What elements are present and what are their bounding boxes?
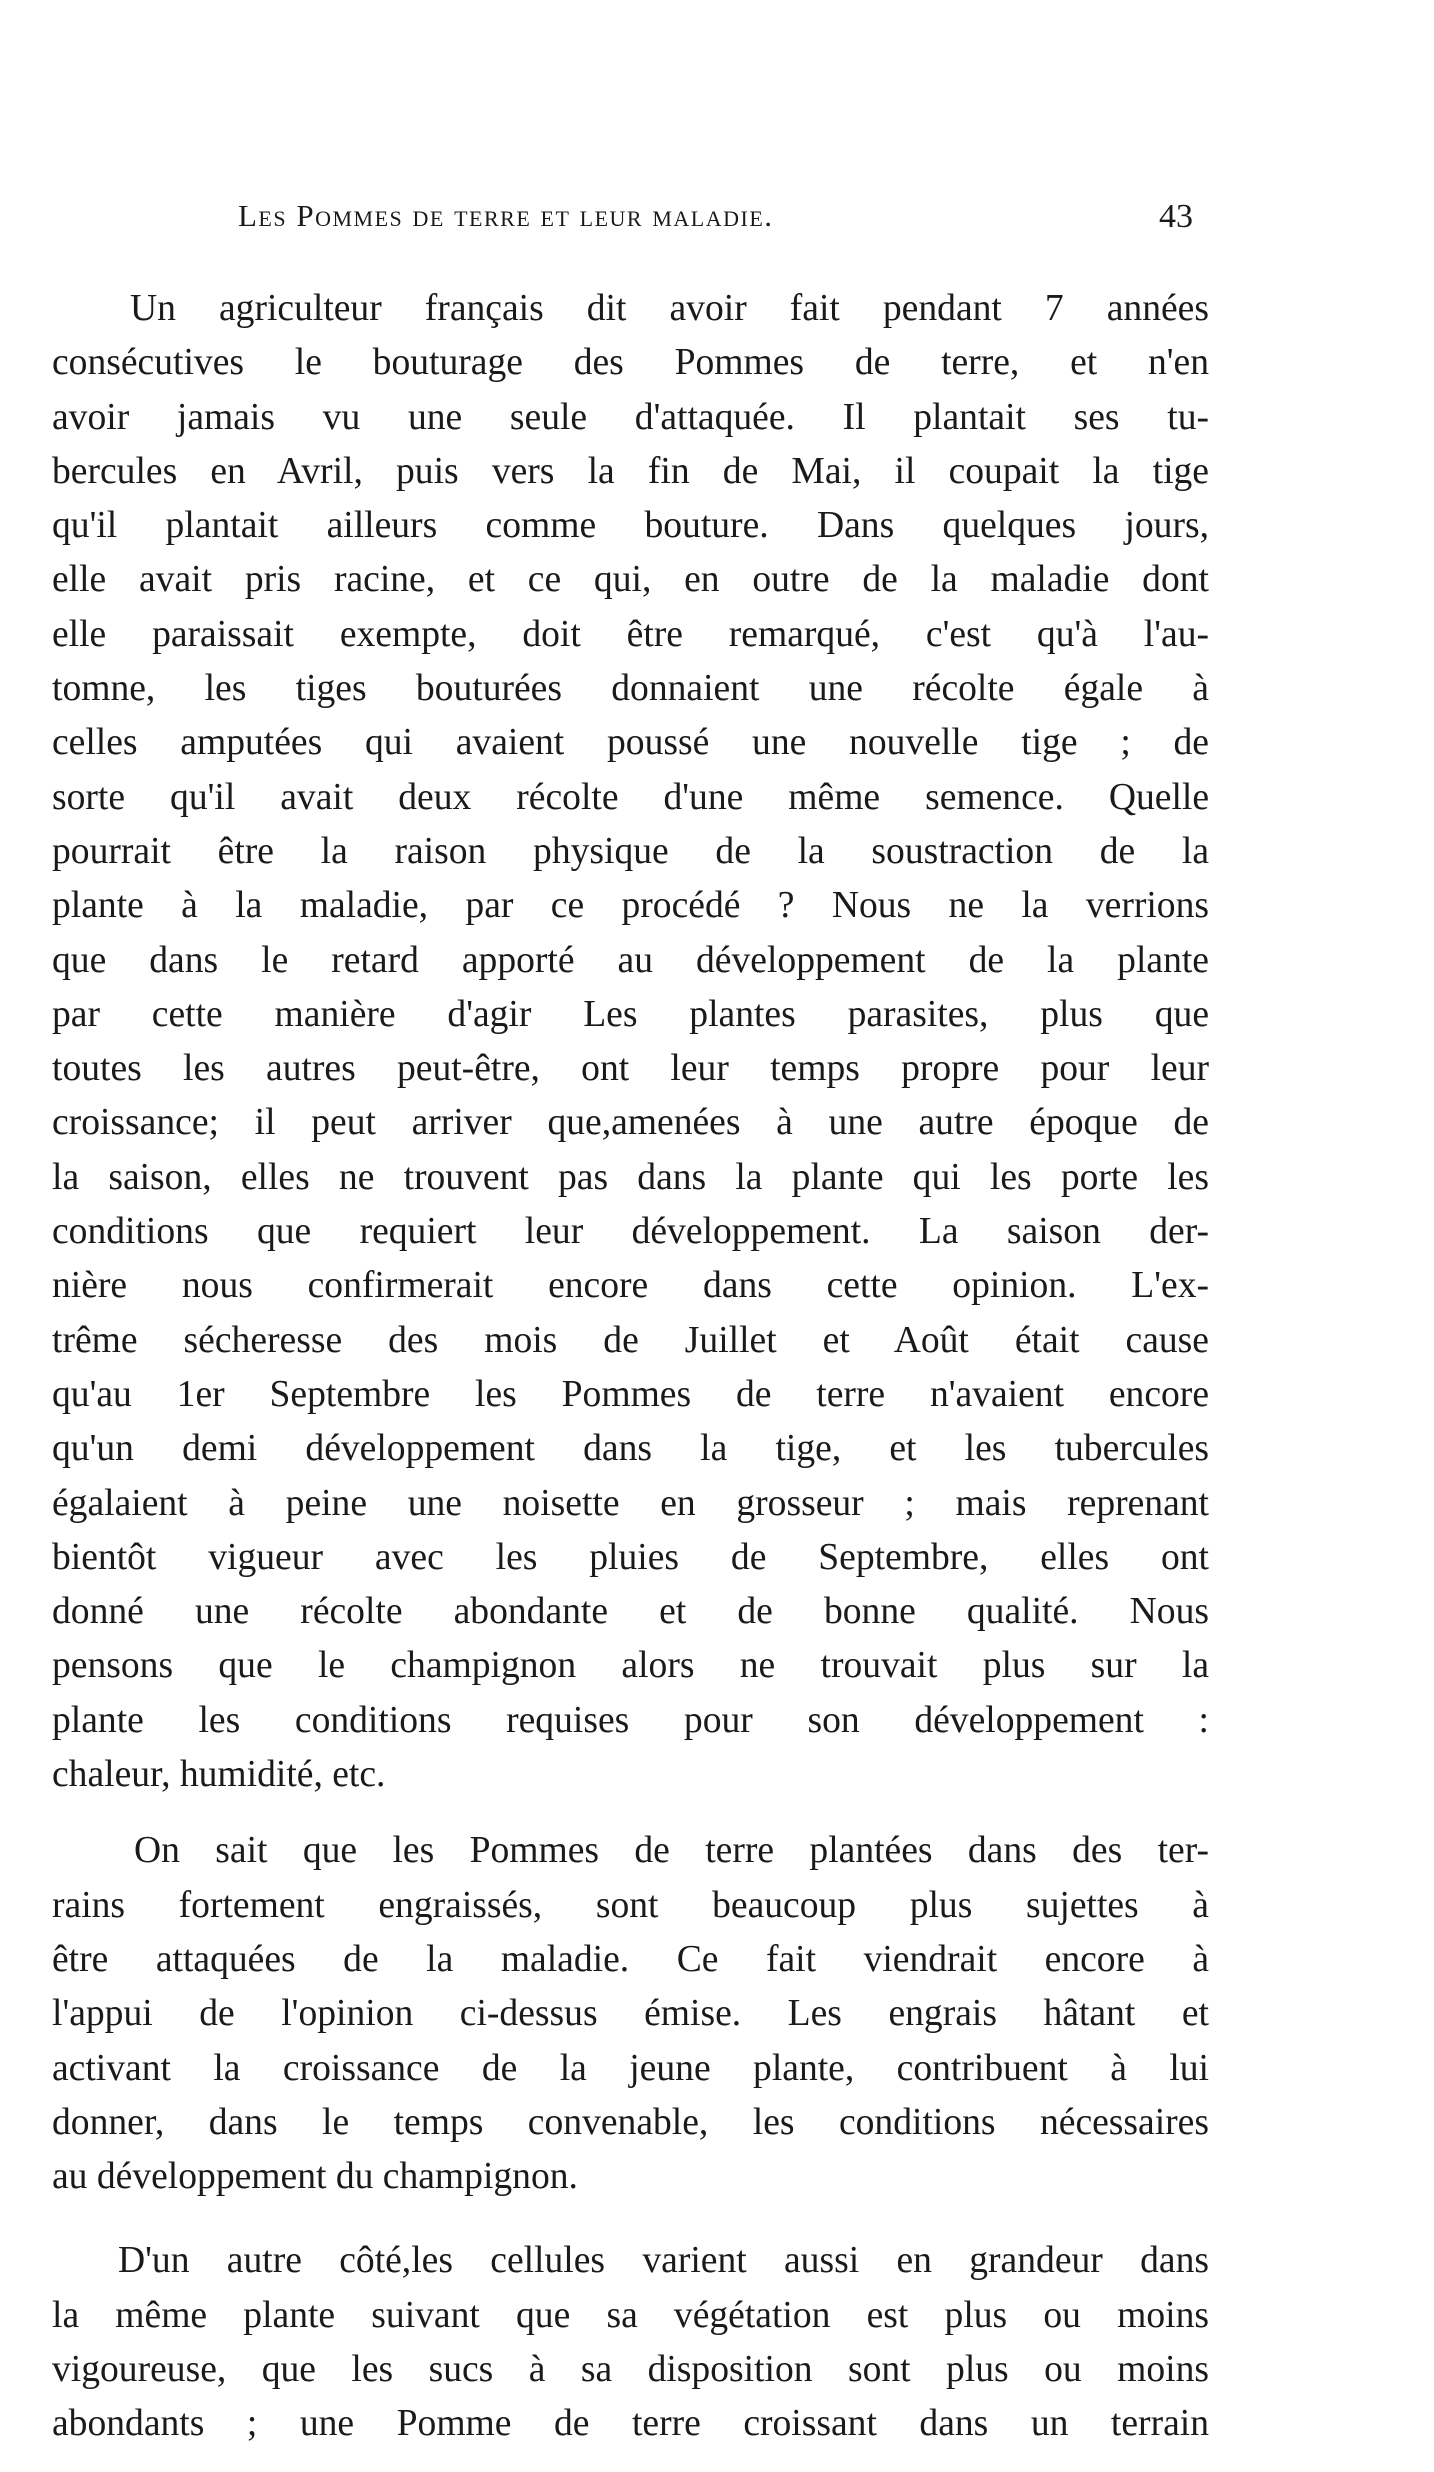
text-line: bercules en Avril, puis vers la fin de Mai, il coupait la tige (52, 450, 1209, 492)
page-header (238, 198, 1193, 258)
text-line: avoir jamais vu une seule d'attaquée. Il plantait ses tu- (52, 396, 1209, 438)
text-line: plante à la maladie, par ce procédé ? Nous ne la verrions (52, 885, 1209, 927)
text-line: trême sécheresse des mois de Juillet et Août était cause (52, 1319, 1209, 1361)
paragraph-1 (52, 282, 1209, 1802)
text-line: pourrait être la raison physique de la soustraction de la (52, 830, 1209, 872)
text-line: qu'il plantait ailleurs comme bouture. Dans quelques jours, (52, 505, 1209, 547)
text-line: l'appui de l'opinion ci-dessus émise. Les engrais hâtant et (52, 1993, 1209, 2035)
text-line: Un agriculteur français dit avoir fait pendant 7 années (130, 288, 1209, 329)
text-line: au développement du champignon. (52, 2156, 578, 2198)
text-line: D'un autre côté,les cellules varient aussi en grandeur dans (118, 2240, 1209, 2282)
text-line: vigoureuse, que les sucs à sa disposition sont plus ou moins (52, 2348, 1209, 2390)
text-line: bientôt vigueur avec les pluies de Septembre, elles ont (52, 1536, 1209, 1578)
page-number: 43 (1159, 198, 1193, 235)
text-line: activant la croissance de la jeune plante, contribuent à lui (52, 2047, 1209, 2089)
text-line: toutes les autres peut-être, ont leur temps propre pour leur (52, 1048, 1209, 1090)
text-line: nière nous confirmerait encore dans cette opinion. L'ex- (52, 1265, 1209, 1307)
text-line: abondants ; une Pomme de terre croissant dans un terrain (52, 2403, 1209, 2445)
text-line: On sait que les Pommes de terre plantées dans des ter- (134, 1830, 1209, 1872)
body-text (52, 282, 1209, 2452)
text-line: chaleur, humidité, etc. (52, 1754, 386, 1796)
text-line: croissance; il peut arriver que,amenées à une autre époque de (52, 1102, 1209, 1144)
paragraph-3 (52, 2234, 1209, 2451)
text-line: donné une récolte abondante et de bonne qualité. Nous (52, 1591, 1209, 1633)
text-line: tomne, les tiges bouturées donnaient une récolte égale à (52, 668, 1209, 710)
text-line: elle avait pris racine, et ce qui, en outre de la maladie dont (52, 559, 1209, 601)
text-line: elle paraissait exempte, doit être remarqué, c'est qu'à l'au- (52, 613, 1209, 655)
text-line: qu'un demi développement dans la tige, et les tubercules (52, 1428, 1209, 1470)
text-line: rains fortement engraissés, sont beaucoup plus sujettes à (52, 1884, 1209, 1926)
text-line: conditions que requiert leur développement. La saison der- (52, 1211, 1209, 1253)
text-line: sorte qu'il avait deux récolte d'une même semence. Quelle (52, 776, 1209, 818)
text-line: celles amputées qui avaient poussé une nouvelle tige ; de (52, 722, 1209, 764)
text-line: la même plante suivant que sa végétation est plus ou moins (52, 2294, 1209, 2336)
text-line: plante les conditions requises pour son développement : (52, 1699, 1209, 1741)
running-title: Les Pommes de terre et leur maladie. (238, 198, 774, 233)
text-line: par cette manière d'agir Les plantes parasites, plus que (52, 993, 1209, 1035)
text-line: être attaquées de la maladie. Ce fait viendrait encore à (52, 1938, 1209, 1980)
text-line: égalaient à peine une noisette en grosseur ; mais reprenant (52, 1482, 1209, 1524)
paragraph-2 (52, 1824, 1209, 2204)
text-line: la saison, elles ne trouvent pas dans la plante qui les porte les (52, 1156, 1209, 1198)
text-line: que dans le retard apporté au développement de la plante (52, 939, 1209, 981)
text-line: donner, dans le temps convenable, les conditions nécessaires (52, 2101, 1209, 2143)
text-line: qu'au 1er Septembre les Pommes de terre n'avaient encore (52, 1373, 1209, 1415)
text-line: pensons que le champignon alors ne trouvait plus sur la (52, 1645, 1209, 1687)
text-line: consécutives le bouturage des Pommes de terre, et n'en (52, 342, 1209, 384)
